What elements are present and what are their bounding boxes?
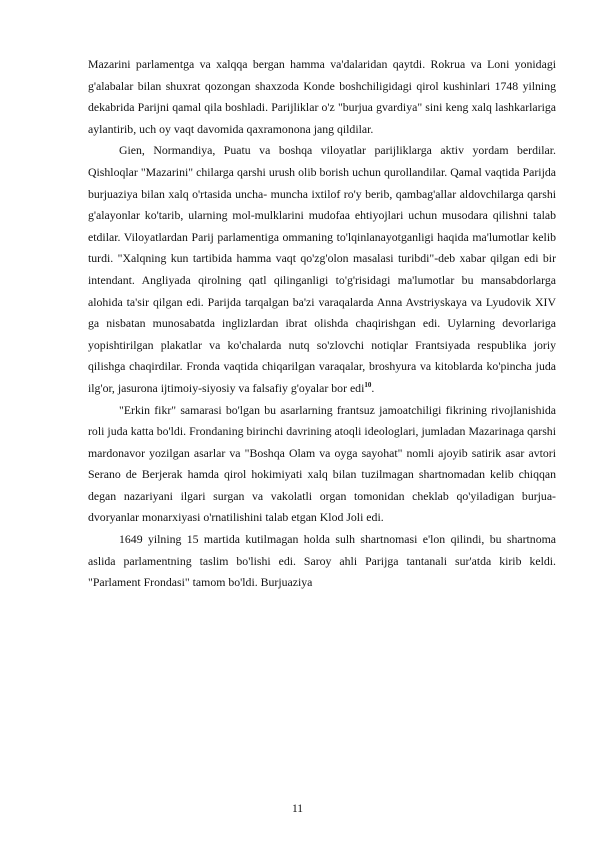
paragraph-2 (88, 140, 556, 399)
page-number: 11 (291, 803, 304, 815)
paragraph-3: "Erkin fikr" samarasi bo'lgan bu asarlarning frantsuz jamoatchiligi fikrining rivojlanishida roli juda katta bo'ldi. Frondaning birinchi davrining atoqli ideologlari, jumladan Mazarinaga qarshi mardonavor yozilgan asarlar va "Boshqa Olam va oyga sayohat" nomli ajoyib satirik asar avtori Serano de Berjerak hamda qirol hokimiyati xalq bilan tuzilmagan shartnomadan kelib chiqqan degan nazariyani ilgari surgan va vakolatli organ tomonidan cheklab qo'yiladigan burjua-dvoryanlar monarxiyasi o'rnatilishini talab etgan Klod Joli edi. (88, 402, 556, 525)
paragraph-2-end: . (371, 380, 375, 395)
footnote-marker[interactable]: 10 (364, 380, 372, 389)
body-text (88, 54, 556, 594)
paragraph-2-text: Gien, Normandiya, Puatu va boshqa viloyatlar parijliklarga aktiv yordam berdilar. Qishloqlar "Mazarini" chilarga qarshi urush olib borish uchun qurollandilar. Qamal vaqtida Parijda burjuaziya bilan xalq o'rtasida uncha- muncha ixtilof ro'y berib, qambag'allar aldovchilarga qarshi g'alayonlar ko'tarib, ularning mol-mulklarini mudofaa ehtiyojlari uchun musodara qilishni talab etdilar. Viloyatlardan Parij parlamentiga ommaning to'lqinlanayotganligi haqida ma'lumotlar kelib turdi. "Xalqning kun tartibida hamma vaqt qo'zg'olon masalasi turibdi"-deb xabar qilgan edi bir intendant. Angliyada qirolning qatl qilinganligi to'g'risidagi ma'lumotlar bu mansabdorlarga alohida ta'sir qilgan edi. Parijda tarqalgan ba'zi varaqalarda Anna Avstriyskaya va Lyudovik XIV ga nisbatan munosabatda inglizlardan ibrat olishda chaqirishgan edi. Uylarning devorlariga yopishtirilgan plakatlar va ko'chalarda nutq so'zlovchi notiqlar Frantsiyada respublika joriy qilishga chaqirdilar. Fronda vaqtida chiqarilgan varaqalar, broshyura va kitoblarda ko'pincha juda ilg'or, jasurona ijtimoiy-siyosiy va falsafiy g'oyalar bor edi (88, 143, 556, 395)
paragraph-4: 1649 yilning 15 martida kutilmagan holda sulh shartnomasi e'lon qilindi, bu shartnoma aslida parlamentning taslim bo'lishi edi. Saroy ahli Parijga tantanali sur'atda kirib keldi. "Parlament Frondasi" tamom bo'ldi. Burjuaziya (88, 532, 556, 590)
paragraph-1: Mazarini parlamentga va xalqqa bergan hamma va'dalaridan qaytdi. Rokrua va Loni yonidagi g'alabalar bilan shuxrat qozongan shaxzoda Konde boshchiligidagi qirol kushinlari 1748 yilning dekabrida Parijni qamal qila boshladi. Parijliklar o'z "burjua gvardiya" sini keng xalq lashkarlariga aylantirib, uch oy vaqt davomida qaxramonona jang qildilar. (88, 57, 556, 136)
